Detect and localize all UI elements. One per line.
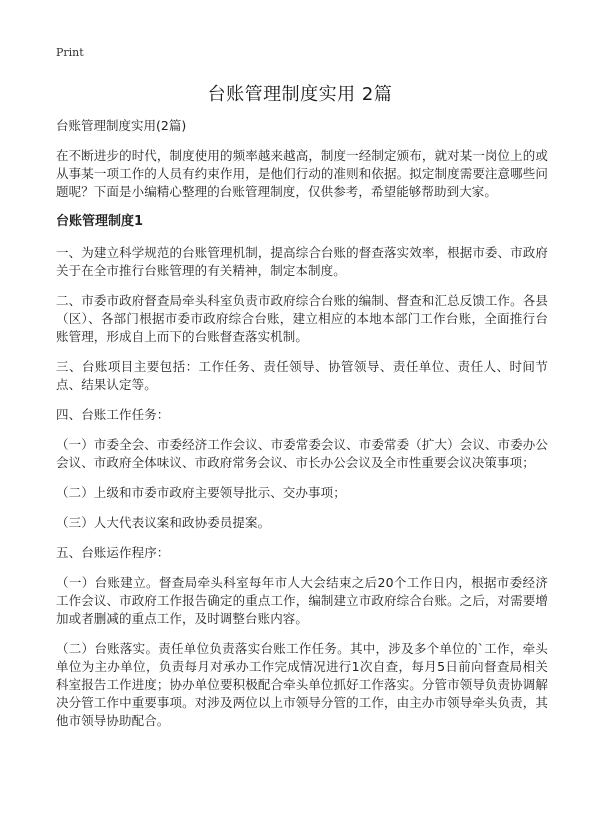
paragraph-1: 一、为建立科学规范的台账管理机制，提高综合台账的督查落实效率，根据市委、市政府关于在全市推行台账管理的有关精神，制定本制度。	[56, 245, 548, 278]
intro-paragraph: 在不断进步的时代，制度使用的频率越来越高，制度一经制定颁布，就对某一岗位上的或从事某一项工作的人员有约束作用，是他们行动的准则和依据。拟定制度需要注意哪些问题呢？下面是小编精心整理的台账管理制度，仅供参考，希望能够帮助到大家。	[56, 148, 548, 199]
paragraph-10: （二）台账落实。责任单位负责落实台账工作任务。其中，涉及多个单位的`工作，牵头单位为主办单位，负责每月对承办工作完成情况进行1次自查，每月5日前向督查局相关科室报告工作进度；协办单位要积极配合牵头单位抓好工作落实。分管市领导负责协调解决分管工作中重要事项。对涉及两位以上市领导分管的工作，由主办市领导牵头负责，其他市领导协助配合。	[56, 641, 548, 728]
paragraph-6: （二）上级和市委市政府主要领导批示、交办事项；	[56, 485, 346, 500]
section-heading: 台账管理制度1	[56, 214, 144, 229]
document-body	[56, 117, 548, 742]
paragraph-5: （一）市委全会、市委经济工作会议、市委常委会议、市委常委（扩大）会议、市委办公会议、市政府全体味议、市政府常务会议、市长办公会议及全市性重要会议决策事项；	[56, 437, 548, 470]
paragraph-4: 四、台账工作任务：	[56, 407, 170, 422]
document-subtitle: 台账管理制度实用(2篇)	[56, 118, 187, 133]
paragraph-2: 二、市委市政府督查局牵头科室负责市政府综合台账的编制、督查和汇总反馈工作。各县（区）、各部门根据市委市政府综合台账，建立相应的本地本部门工作台账，全面推行台账管理，形成自上而下的台账督查落实机制。	[56, 293, 548, 344]
paragraph-3: 三、台账项目主要包括：工作任务、责任领导、协管领导、责任单位、责任人、时间节点、结果认定等。	[56, 359, 548, 392]
print-link[interactable]: Print	[56, 46, 84, 59]
paragraph-7: （三）人大代表议案和政协委员提案。	[56, 515, 271, 530]
paragraph-9: （一）台账建立。督查局牵头科室每年市人大会结束之后20个工作日内，根据市委经济工作会议、市政府工作报告确定的重点工作，编制建立市政府综合台账。之后，对需要增加或者删减的重点工作，及时调整台账内容。	[56, 575, 548, 626]
paragraph-8: 五、台账运作程序：	[56, 545, 170, 560]
document-title: 台账管理制度实用 2篇	[207, 84, 393, 105]
